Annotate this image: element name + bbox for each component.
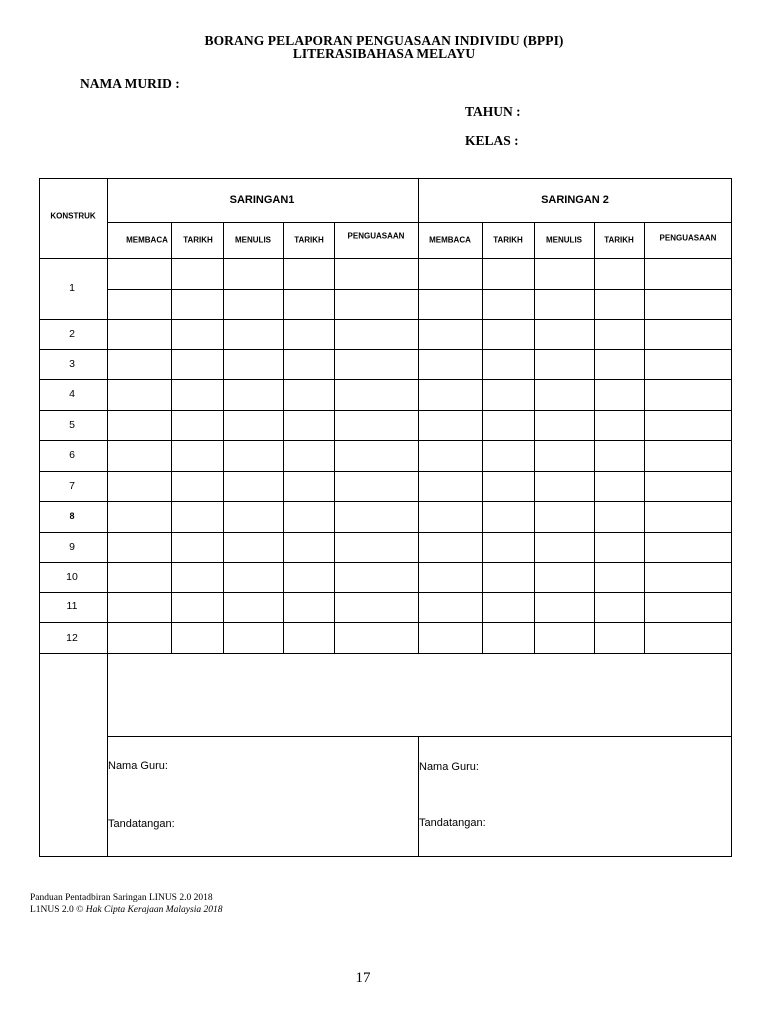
column-line xyxy=(482,222,483,654)
row-line xyxy=(39,319,732,320)
footer-guide-text: Panduan Pentadbiran Saringan LINUS 2.0 2018 xyxy=(30,893,213,903)
subheader-s1-menulis: MENULIS xyxy=(235,235,271,245)
tahun-label: TAHUN : xyxy=(465,104,521,119)
row-line xyxy=(39,471,732,472)
row-line xyxy=(39,440,732,441)
tandatangan-label-1: Tandatangan: xyxy=(108,818,175,830)
subheader-s1-penguasaan: PENGUASAAN xyxy=(347,231,405,241)
row-line xyxy=(39,653,732,654)
subheader-s2-tarikh: TARIKH xyxy=(604,235,634,245)
nama-murid-label: NAMA MURID : xyxy=(80,76,180,91)
subheader-s2-tarikh: TARIKH xyxy=(493,235,523,245)
row-number: 5 xyxy=(69,419,75,431)
page-number: 17 xyxy=(355,970,371,986)
footer-copyright-italic: Hak Cipta Kerajaan Malaysia 2018 xyxy=(85,905,223,915)
column-line xyxy=(223,222,224,654)
row-number: 9 xyxy=(69,541,75,553)
row-number: 1 xyxy=(69,282,75,294)
saringan1-header: SARINGAN1 xyxy=(229,194,295,206)
row-number: 11 xyxy=(66,600,78,612)
header-bottom-line xyxy=(39,258,732,259)
row-number: 2 xyxy=(69,328,75,340)
saringan2-header: SARINGAN 2 xyxy=(541,194,609,206)
column-line xyxy=(171,222,172,654)
nama-guru-label-2: Nama Guru: xyxy=(419,761,479,773)
konstruk-header: KONSTRUK xyxy=(50,211,96,221)
signature-top-line xyxy=(107,736,732,737)
header-subdivider xyxy=(107,222,732,223)
subheader-s1-tarikh: TARIKH xyxy=(294,235,324,245)
table-border-bottom xyxy=(39,856,732,857)
subheader-s1-tarikh: TARIKH xyxy=(183,235,213,245)
row-number: 4 xyxy=(69,388,75,400)
table-border-right xyxy=(731,178,732,857)
table-border-left xyxy=(39,178,40,857)
saringan-divider-rows xyxy=(418,258,419,654)
nama-guru-label-1: Nama Guru: xyxy=(108,760,168,772)
column-line xyxy=(644,222,645,654)
konstruk-divider xyxy=(107,178,108,857)
row-line xyxy=(39,532,732,533)
signature-divider xyxy=(418,736,419,857)
row-line xyxy=(107,289,732,290)
row-line xyxy=(39,410,732,411)
row-number: 12 xyxy=(66,632,78,644)
footer-copyright-prefix: L1NUS 2.0 © xyxy=(30,905,86,915)
form-title: BORANG PELAPORAN PENGUASAAN INDIVIDU (BPPI) xyxy=(204,33,564,48)
row-line xyxy=(39,349,732,350)
row-line xyxy=(39,501,732,502)
table-border-top xyxy=(39,178,732,179)
row-line xyxy=(39,592,732,593)
row-number: 3 xyxy=(69,358,75,370)
subheader-s1-membaca: MEMBACA xyxy=(126,235,168,245)
row-line xyxy=(39,622,732,623)
tandatangan-label-2: Tandatangan: xyxy=(419,817,486,829)
row-number: 10 xyxy=(66,571,78,583)
column-line xyxy=(594,222,595,654)
column-line xyxy=(534,222,535,654)
row-number: 6 xyxy=(69,449,75,461)
subheader-s2-penguasaan: PENGUASAAN xyxy=(659,233,717,243)
row-number: 7 xyxy=(69,480,75,492)
form-subtitle: LITERASIBAHASA MELAYU xyxy=(292,46,476,61)
kelas-label: KELAS : xyxy=(465,133,519,148)
subheader-s2-membaca: MEMBACA xyxy=(429,235,471,245)
column-line xyxy=(334,222,335,654)
saringan-divider xyxy=(418,178,419,259)
row-number: 8 xyxy=(69,511,75,521)
row-line xyxy=(39,379,732,380)
footer-copyright xyxy=(30,905,222,915)
column-line xyxy=(283,222,284,654)
row-line xyxy=(39,562,732,563)
subheader-s2-menulis: MENULIS xyxy=(546,235,582,245)
